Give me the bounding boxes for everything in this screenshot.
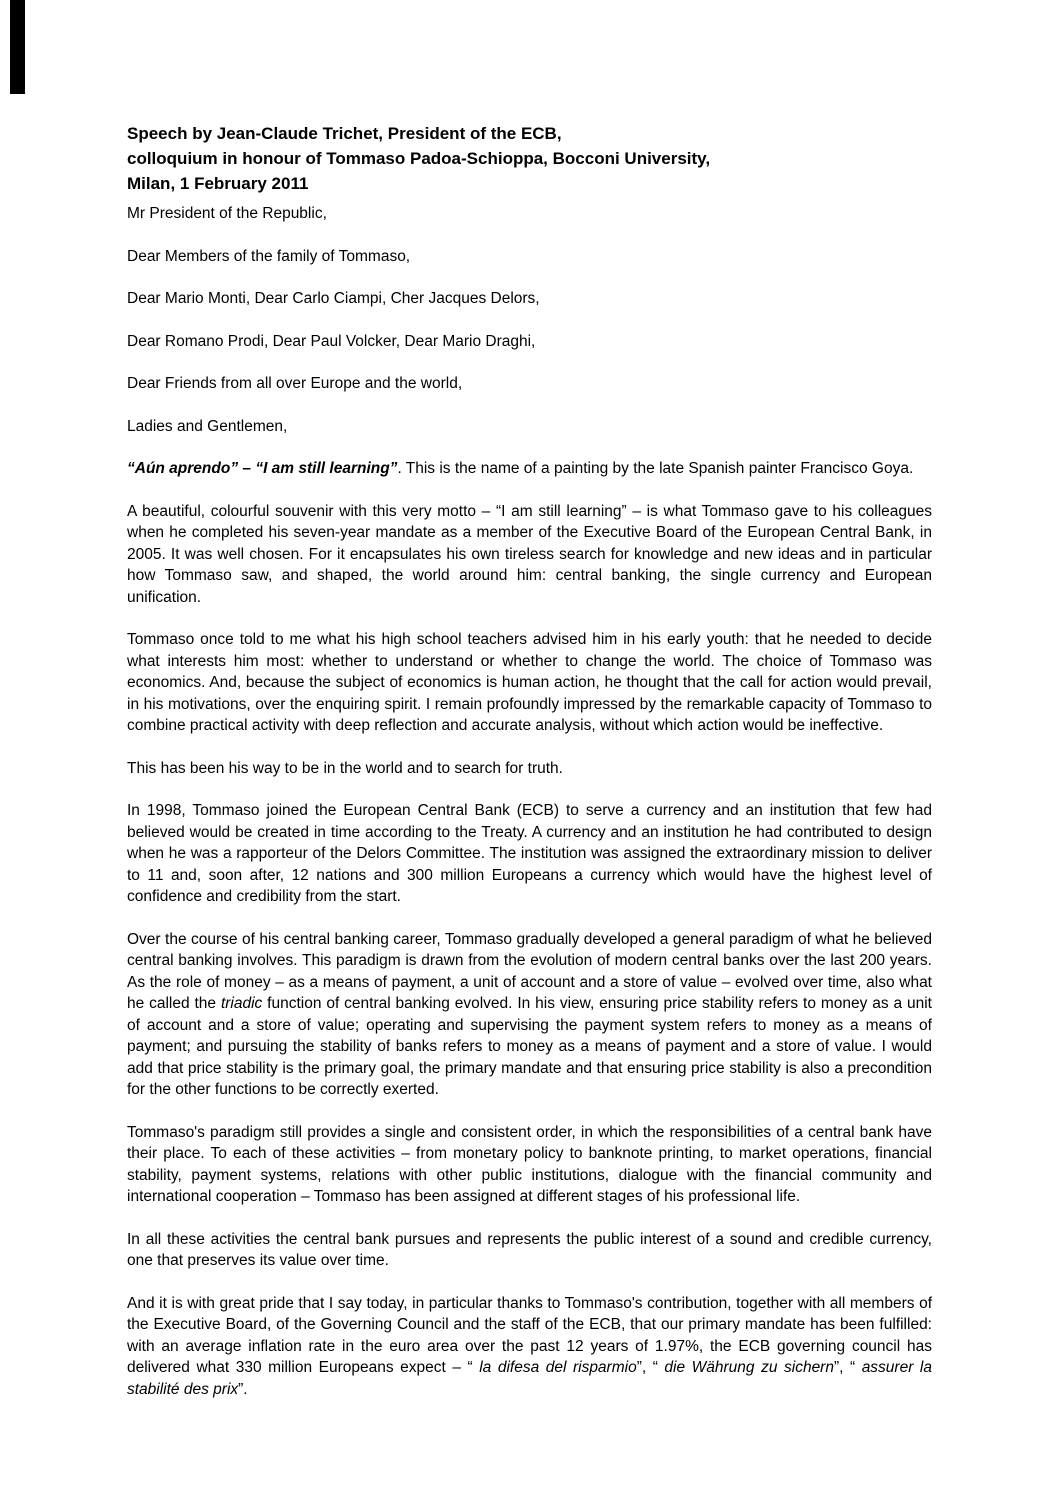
text-run: “Aún aprendo” – “I am still learning” [127,460,398,477]
document-content [127,121,932,1400]
text-run: die Währung zu sichern [664,1359,834,1376]
paragraph [127,629,932,737]
text-run: In all these activities the central bank pursues and represents the public interest of a sound and credible currency, one that preserves its value over time. [127,1230,932,1269]
text-run: In 1998, Tommaso joined the European Central Bank (ECB) to serve a currency and an institution that few had believed would be created in time according to the Treaty. A currency and an institution he had contributed to design when he was a rapporteur of the Delors Committee. The institution was assigned the extraordinary mission to deliver to 11 and, soon after, 12 nations and 300 million Europeans a currency which would have the highest level of confidence and credibility from the start. [127,802,932,905]
text-run: Mr President of the Republic, [127,205,327,222]
text-run: triadic [220,995,263,1012]
title-line: Speech by Jean-Claude Trichet, President of the ECB, [127,124,562,143]
paragraph [127,331,932,353]
title-line: colloquium in honour of Tommaso Padoa-Schioppa, Bocconi University, [127,149,711,168]
text-run: la difesa del risparmio [479,1359,637,1376]
paragraph [127,373,932,395]
paragraph [127,203,932,225]
paragraph [127,800,932,908]
paragraph [127,929,932,1101]
text-run: . This is the name of a painting by the late Spanish painter Francisco Goya. [397,460,914,477]
paragraph [127,458,932,480]
text-run: Over the course of his central banking career, Tommaso gradually developed a general paradigm of what he believed central banking involves. This paradigm is drawn from the evolution of modern central banks over the last 200 years. As the role of money – as a means of payment, a unit of account and a store of value – evolved over time, also what he called the [127,930,932,1012]
paragraph [127,246,932,268]
text-run: Ladies and Gentlemen, [127,417,288,435]
text-run: Tommaso's paradigm still provides a single and consistent order, in which the responsibilities of a central bank have their place. To each of these activities – from monetary policy to banknote printing, to market operations, financial stability, payment systems, relations with other public institutions, dialogue with the financial community and international cooperation – Tommaso has been assigned at different stages of his professional life. [127,1123,932,1205]
paragraph [127,416,932,438]
text-run: Dear Members of the family of Tommaso, [127,247,411,265]
text-run: Dear Mario Monti, Dear Carlo Ciampi, Cher Jacques Delors, [127,290,540,307]
text-run: Dear Romano Prodi, Dear Paul Volcker, Dear Mario Draghi, [127,332,536,350]
paragraph [127,758,932,780]
text-run: Dear Friends from all over Europe and the world, [127,375,463,392]
text-run: ”. [238,1380,248,1398]
paragraph [127,1229,932,1272]
scan-edge-artifact [10,0,25,94]
text-run: ”, “ [833,1359,862,1376]
text-run: This has been his way to be in the world and to search for truth. [127,759,563,777]
document-body [127,203,932,1400]
paragraph [127,288,932,310]
paragraph [127,1293,932,1401]
text-run: assurer la stabilité des prix [127,1359,932,1398]
document-title [127,121,932,196]
text-run: A beautiful, colourful souvenir with this very motto – “I am still learning” – is what Tommaso gave to his colleagues when he completed his seven-year mandate as a member of the Executive Board of the European Central Bank, in 2005. It was well chosen. For it encapsulates his own tireless search for knowledge and new ideas and in particular how Tommaso saw, and shaped, the world around him: central banking, the single currency and European unification. [127,502,932,606]
paragraph [127,501,932,609]
paragraph [127,1122,932,1208]
text-run: Tommaso once told to me what his high school teachers advised him in his early youth: that he needed to decide what interests him most: whether to understand or whether to change the world. The choice of Tommaso was economics. And, because the subject of economics is human action, he thought that the call for action would prevail, in his motivations, over the enquiring spirit. I remain profoundly impressed by the remarkable capacity of Tommaso to combine practical activity with deep reflection and accurate analysis, without which action would be ineffective. [127,631,932,734]
text-run: And it is with great pride that I say today, in particular thanks to Tommaso's contribution, together with all members of the Executive Board, of the Governing Council and the staff of the ECB, that our primary mandate has been fulfilled: with an average inflation rate in the euro area over the past 12 years of 1.97%, the ECB governing council has delivered what 330 million Europeans expect – “ [127,1294,932,1376]
text-run: function of central banking evolved. In his view, ensuring price stability refers to money as a unit of account and a store of value; operating and supervising the payment system refers to money as a means of payment; and pursuing the stability of banks refers to money as a means of payment and a store of value. I would add that price stability is the primary goal, the primary mandate and that ensuring price stability is also a precondition for the other functions to be correctly exerted. [127,995,932,1098]
text-run: ”, “ [636,1359,665,1376]
title-line: Milan, 1 February 2011 [127,174,309,193]
